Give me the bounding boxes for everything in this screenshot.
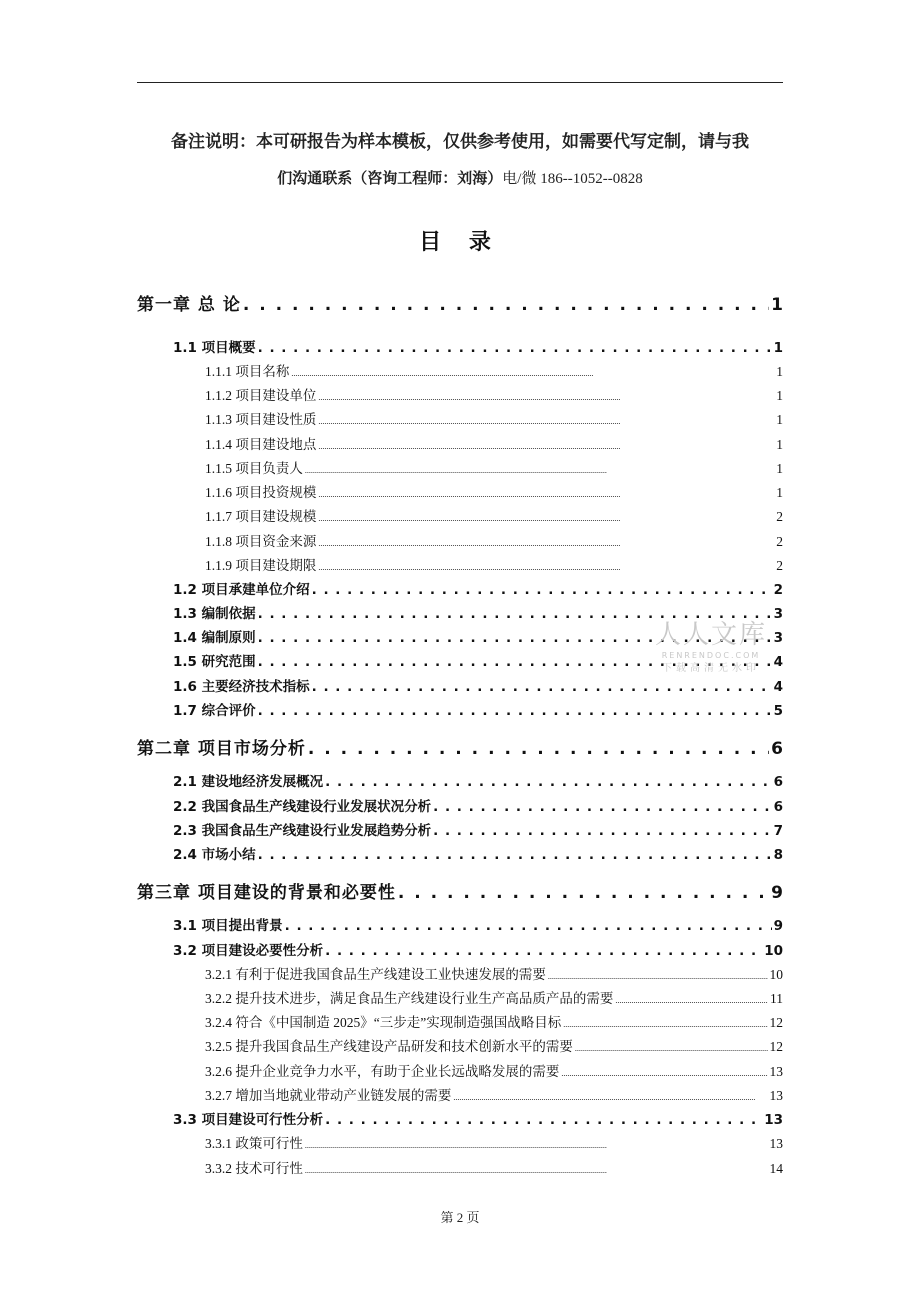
page-footer: 第 2 页 bbox=[440, 1210, 480, 1225]
watermark-subtitle: 下载高清无水印 bbox=[662, 663, 760, 674]
toc-entry-label: 2.2 我国食品生产线建设行业发展状况分析 bbox=[173, 799, 432, 815]
toc-entry-label: 1.1 项目概要 bbox=[173, 340, 256, 356]
toc-entry-label: 1.1.1 项目名称 bbox=[205, 364, 290, 379]
toc-entry-page: 1 bbox=[776, 388, 783, 403]
toc-entry[interactable] bbox=[173, 795, 783, 815]
toc-entry[interactable] bbox=[173, 1108, 783, 1128]
toc-entry-label: 1.1.9 项目建设期限 bbox=[205, 558, 317, 573]
toc-entry-page: 13 bbox=[769, 1064, 783, 1079]
notice-line-1: 备注说明：本可研报告为样本模板，仅供参考使用，如需要代写定制，请与我 bbox=[171, 132, 749, 152]
toc-entry-label: 2.1 建设地经济发展概况 bbox=[173, 774, 324, 790]
dot-leader bbox=[548, 972, 768, 981]
dot-leader bbox=[318, 393, 774, 402]
dot-leader bbox=[258, 703, 772, 719]
toc-entry[interactable] bbox=[205, 360, 783, 380]
toc-entry[interactable] bbox=[205, 505, 783, 525]
dot-leader bbox=[615, 996, 768, 1005]
toc-entry[interactable] bbox=[173, 578, 783, 598]
toc-entry-page: 1 bbox=[776, 412, 783, 427]
dot-leader bbox=[243, 295, 769, 315]
toc-entry-label: 3.2.5 提升我国食品生产线建设产品研发和技术创新水平的需要 bbox=[205, 1039, 573, 1054]
toc-entry[interactable] bbox=[205, 1011, 783, 1031]
toc-entry[interactable] bbox=[205, 530, 783, 550]
toc-entry[interactable] bbox=[205, 1084, 783, 1104]
dot-leader bbox=[291, 369, 774, 378]
toc-entry-label: 3.2.4 符合《中国制造 2025》“三步走”实现制造强国战略目标 bbox=[205, 1015, 562, 1030]
toc-entry-label: 1.6 主要经济技术指标 bbox=[173, 679, 310, 695]
toc-entry-page: 1 bbox=[776, 364, 783, 379]
toc-entry[interactable] bbox=[137, 878, 783, 903]
toc-entry[interactable] bbox=[137, 734, 783, 759]
toc-entry-label: 3.1 项目提出背景 bbox=[173, 918, 283, 934]
toc-entry[interactable] bbox=[205, 1132, 783, 1152]
watermark-title: 人人文库 bbox=[654, 620, 767, 650]
toc-entry-label: 3.2.6 提升企业竞争力水平，有助于企业长远战略发展的需要 bbox=[205, 1064, 560, 1079]
toc-entry[interactable] bbox=[205, 963, 783, 983]
toc-entry[interactable] bbox=[205, 481, 783, 501]
dot-leader bbox=[258, 847, 772, 863]
toc-entry-page: 7 bbox=[773, 823, 783, 839]
toc-entry-page: 9 bbox=[771, 883, 783, 903]
toc-entry-page: 4 bbox=[773, 654, 783, 670]
toc-entry-page: 2 bbox=[776, 558, 783, 573]
toc-entry[interactable] bbox=[205, 1157, 783, 1177]
dot-leader bbox=[312, 582, 772, 598]
toc-entry[interactable] bbox=[205, 408, 783, 428]
toc-entry-page: 2 bbox=[776, 534, 783, 549]
dot-leader bbox=[318, 563, 774, 572]
toc-entry-label: 第一章 总 论 bbox=[137, 295, 241, 315]
dot-leader bbox=[318, 442, 774, 451]
toc-entry-page: 1 bbox=[776, 437, 783, 452]
toc-entry[interactable] bbox=[173, 914, 783, 934]
dot-leader bbox=[308, 739, 769, 759]
toc-entry-page: 6 bbox=[773, 774, 783, 790]
toc-entry[interactable] bbox=[205, 987, 783, 1007]
toc-entry[interactable] bbox=[173, 843, 783, 863]
toc-entry-label: 1.7 综合评价 bbox=[173, 703, 256, 719]
dot-leader bbox=[305, 466, 774, 475]
dot-leader bbox=[258, 340, 772, 356]
toc-entry-page: 6 bbox=[771, 739, 783, 759]
toc-entry-label: 3.2 项目建设必要性分析 bbox=[173, 943, 324, 959]
header-rule bbox=[137, 82, 783, 83]
dot-leader bbox=[433, 823, 771, 839]
toc-entry-page: 6 bbox=[773, 799, 783, 815]
watermark-domain: RENRENDOC.COM bbox=[661, 651, 761, 660]
dot-leader bbox=[318, 539, 774, 548]
toc-entry-page: 11 bbox=[770, 991, 783, 1006]
toc-entry-page: 13 bbox=[769, 1088, 783, 1103]
toc-entry-page: 14 bbox=[769, 1161, 783, 1176]
toc-entry-label: 第三章 项目建设的背景和必要性 bbox=[137, 883, 396, 903]
notice-line-2-text: 们沟通联系（咨询工程师：刘海） bbox=[277, 169, 503, 187]
toc-entry-label: 1.1.7 项目建设规模 bbox=[205, 509, 317, 524]
toc-entry[interactable] bbox=[205, 433, 783, 453]
toc-entry[interactable] bbox=[205, 1060, 783, 1080]
toc-entry-label: 1.2 项目承建单位介绍 bbox=[173, 582, 310, 598]
dot-leader bbox=[325, 774, 771, 790]
watermark-logo bbox=[648, 620, 774, 676]
toc-entry-page: 2 bbox=[773, 582, 783, 598]
toc-entry[interactable] bbox=[205, 554, 783, 574]
toc-entry[interactable] bbox=[205, 384, 783, 404]
dot-leader bbox=[305, 1141, 768, 1150]
toc-entry-page: 4 bbox=[773, 679, 783, 695]
dot-leader bbox=[398, 883, 769, 903]
toc-entry-label: 3.3 项目建设可行性分析 bbox=[173, 1112, 324, 1128]
toc-entry-page: 3 bbox=[773, 606, 783, 622]
toc-entry-page: 12 bbox=[769, 1015, 783, 1030]
dot-leader bbox=[312, 679, 772, 695]
toc-entry-page: 3 bbox=[773, 630, 783, 646]
toc-entry-label: 1.1.6 项目投资规模 bbox=[205, 485, 317, 500]
toc-entry-label: 3.3.2 技术可行性 bbox=[205, 1161, 303, 1176]
toc-entry-page: 12 bbox=[769, 1039, 783, 1054]
dot-leader bbox=[575, 1044, 768, 1053]
dot-leader bbox=[563, 1020, 767, 1029]
toc-entry-label: 1.1.8 项目资金来源 bbox=[205, 534, 317, 549]
dot-leader bbox=[561, 1069, 767, 1078]
toc-entry-label: 1.3 编制依据 bbox=[173, 606, 256, 622]
dot-leader bbox=[325, 943, 762, 959]
toc-entry-label: 3.2.2 提升技术进步，满足食品生产线建设行业生产高品质产品的需要 bbox=[205, 991, 614, 1006]
toc-entry-label: 1.1.5 项目负责人 bbox=[205, 461, 303, 476]
toc-entry-label: 3.3.1 政策可行性 bbox=[205, 1136, 303, 1151]
toc-entry[interactable] bbox=[137, 290, 783, 315]
toc-entry-page: 10 bbox=[764, 943, 783, 959]
toc-entry-page: 5 bbox=[773, 703, 783, 719]
toc-entry[interactable] bbox=[173, 602, 783, 622]
toc-entry[interactable] bbox=[173, 675, 783, 695]
toc-entry[interactable] bbox=[205, 1035, 783, 1055]
toc-entry-label: 3.2.1 有利于促进我国食品生产线建设工业快速发展的需要 bbox=[205, 967, 546, 982]
toc-entry-label: 3.2.7 增加当地就业带动产业链发展的需要 bbox=[205, 1088, 452, 1103]
toc-entry-page: 1 bbox=[773, 340, 783, 356]
toc-entry-page: 2 bbox=[776, 509, 783, 524]
toc-entry-page: 9 bbox=[773, 918, 783, 934]
toc-entry-page: 8 bbox=[773, 847, 783, 863]
toc-entry-label: 1.4 编制原则 bbox=[173, 630, 256, 646]
toc-entry-page: 10 bbox=[769, 967, 783, 982]
toc-title: 目 录 bbox=[419, 230, 501, 255]
toc-entry-label: 第二章 项目市场分析 bbox=[137, 739, 306, 759]
toc-entry-label: 1.1.4 项目建设地点 bbox=[205, 437, 317, 452]
toc-entry-label: 1.1.3 项目建设性质 bbox=[205, 412, 317, 427]
toc-entry[interactable] bbox=[173, 336, 783, 356]
dot-leader bbox=[318, 490, 774, 499]
toc-entry[interactable] bbox=[173, 699, 783, 719]
dot-leader bbox=[285, 918, 772, 934]
toc-entry-page: 1 bbox=[776, 485, 783, 500]
contact-number: 电/微 186--1052--0828 bbox=[502, 171, 643, 187]
notice-line-2 bbox=[137, 167, 783, 188]
toc-entry-page: 1 bbox=[776, 461, 783, 476]
toc-entry-label: 2.3 我国食品生产线建设行业发展趋势分析 bbox=[173, 823, 432, 839]
dot-leader bbox=[318, 417, 774, 426]
dot-leader bbox=[453, 1093, 767, 1102]
dot-leader bbox=[305, 1166, 768, 1175]
toc-entry-page: 13 bbox=[769, 1136, 783, 1151]
toc-entry-page: 1 bbox=[771, 295, 783, 315]
toc-entry[interactable] bbox=[205, 457, 783, 477]
toc-entry-page: 13 bbox=[764, 1112, 783, 1128]
toc-entry[interactable] bbox=[173, 819, 783, 839]
dot-leader bbox=[325, 1112, 762, 1128]
toc-entry[interactable] bbox=[173, 939, 783, 959]
toc-entry-label: 1.5 研究范围 bbox=[173, 654, 256, 670]
toc-entry[interactable] bbox=[173, 770, 783, 790]
dot-leader bbox=[318, 514, 774, 523]
toc-entry-label: 1.1.2 项目建设单位 bbox=[205, 388, 317, 403]
dot-leader bbox=[433, 799, 771, 815]
toc-entry-label: 2.4 市场小结 bbox=[173, 847, 256, 863]
